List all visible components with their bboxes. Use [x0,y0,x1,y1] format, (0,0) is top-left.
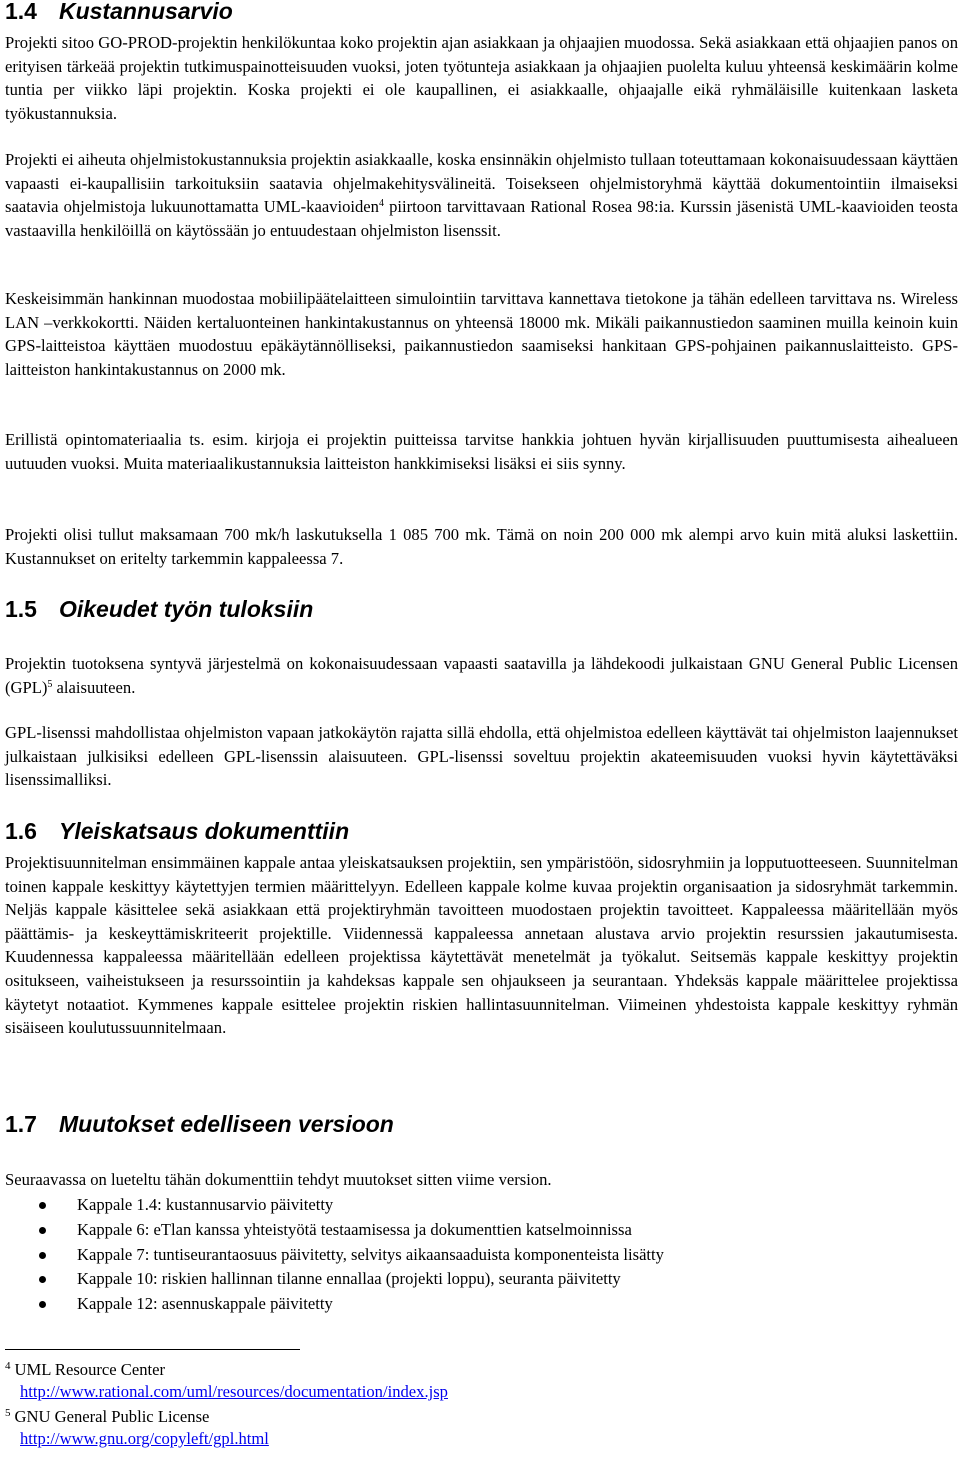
section-heading-1-6 [5,818,958,844]
list-item [5,1267,958,1292]
paragraph: Keskeisimmän hankinnan muodostaa mobiilipäätelaitteen simulointiin tarvittava kannettava tietokone ja tähän edelleen tarvittava ns. Wireless LAN –verkkokortti. Näiden kertaluonteinen hankintakustannus on yhteensä 18000 mk. Mikäli paikannustiedon saaminen muilla keinoin kuin GPS-laitteistoa käyttäen muodostuu epäkäytännölliseksi, paikannustiedon saamiseksi hankitaan GPS-pohjainen paikannuslaitteisto. GPS-laitteiston hankintakustannus on 2000 mk. [5,289,958,379]
footnote-mark: 4 [5,1360,11,1372]
footnote-link[interactable]: http://www.rational.com/uml/resources/documentation/index.jsp [20,1382,448,1401]
section-number: 1.6 [5,818,37,844]
bullet-icon [39,1227,46,1234]
bullet-icon [39,1276,46,1283]
footnote-4 [5,1359,448,1403]
footnote-separator [5,1349,300,1350]
paragraph: Projekti sitoo GO-PROD-projektin henkilökuntaa koko projektin ajan asiakkaan ja ohjaajien muodossa. Sekä asiakkaan että ohjaajien panos on erityisen tärkeää projektin tutkimuspainotteisuuden vuoksi, joten työtunteja asiakkaan ja ohjaajien puolelta kuluu yhteensä keskimäärin kolme tuntia per viikko läpi projektin. Koska projekti ei ole kaupallinen, ei asiakkaalle, ohjaajalle eikä ryhmäläisille kuitenkaan lasketa työkustannuksia. [5,33,958,123]
paragraph: Projekti olisi tullut maksamaan 700 mk/h laskutuksella 1 085 700 mk. Tämä on noin 200 000 mk alempi arvo kuin mitä aluksi laskettiin. Kustannukset on eritelty tarkemmin kappaleessa 7. [5,525,958,568]
paragraph-text: piirtoon tarvittavaan Rational Rosea 98:ia. Kurssin jäsenistä UML-kaavioiden teosta vastaavilla henkilöillä on käytössään jo entuudestaan ohjelmiston lisenssit. [5,197,958,240]
bullet-icon [39,1202,46,1209]
paragraph: Projektisuunnitelman ensimmäinen kappale antaa yleiskatsauksen projektiin, sen ympäristöön, sidosryhmiin ja lopputuotteeseen. Suunnitelman toinen kappale keskittyy käytettyjen termien määrittelyyn. Edelleen kappale kolme kuvaa projektin organisaation ja sidosryhmät tarkemmin. Neljäs kappale käsittelee sekä asiakkaan että projektiryhmän tavoitteen muodostaen projektin tavoitteet. Kappaleessa määritellään myös päättämis- ja keskeyttämiskriteerit projektille. Viidennessä kappaleessa annetaan alustava arvio projektin resurssien jakautumisesta. Kuudennessa kappaleessa määritellään edelleen projektissa käytettävät menetelmät ja työkalut. Seitsemäs kappale keskittyy projektin ositukseen, vaiheistukseen ja resurssointiin ja kahdeksas kappale sen ohjaukseen ja seurantaan. Yhdeksäs kappale määrittelee projektissa käytetyt notaatiot. Kymmenes kappale esittelee projektin riskien hallintasuunnitelman. Viimeinen yhdestoista kappale keskittyy ryhmän sisäiseen koulutussuunnitelmaan. [5,853,958,1038]
list-item-text: Kappale 6: eTlan kanssa yhteistyötä testaamisessa ja dokumenttien katselmoinnissa [77,1219,632,1239]
paragraph: GPL-lisenssi mahdollistaa ohjelmiston vapaan jatkokäytön rajatta sillä ehdolla, että ohjelmistoa edelleen käyttävät tai ohjelmiston laajennukset julkaistaan julkisiksi edelleen GPL-lisenssin alaisuuteen. GPL-lisenssi soveltuu projektin akateemisuuden vuoksi hyvin käytettäväksi lisenssimalliksi. [5,723,958,790]
list-item-text: Kappale 7: tuntiseurantaosuus päivitetty, selvitys aikaansaaduista komponenteista lisätty [77,1244,664,1264]
footnote-5 [5,1406,269,1450]
list-item-text: Kappale 10: riskien hallinnan tilanne ennallaa (projekti loppu), seuranta päivitetty [77,1269,621,1289]
section-title: Muutokset edelliseen versioon [58,1111,394,1137]
footnote-mark: 5 [5,1407,11,1419]
paragraph-text: alaisuuteen. [52,677,136,697]
footnote-link[interactable]: http://www.gnu.org/copyleft/gpl.html [20,1429,269,1448]
section-heading-1-4 [5,0,958,24]
section-title: Oikeudet työn tuloksiin [58,596,314,622]
paragraph: Seuraavassa on lueteltu tähän dokumenttiin tehdyt muutokset sitten viime version. [5,1170,552,1189]
list-item-text: Kappale 12: asennuskappale päivitetty [77,1294,333,1314]
section-heading-1-5 [5,596,958,622]
list-item-text: Kappale 1.4: kustannusarvio päivitetty [77,1195,334,1214]
paragraph-text: Projekti ei aiheuta ohjelmistokustannuksia projektin asiakkaalle, koska ensinnäkin ohjelmisto tullaan toteuttamaan kokonaisuudessaan käyttäen vapaasti ei-kaupallisiin tarkoituksiin saatavia ohjelmakehitysvälineitä. Toisekseen ohjelmistoryhmä käyttää dokumentointiin ilmaiseksi saatavia ohjelmistoja lukuunottamatta UML-kaavioiden [5,150,958,217]
paragraph: Erillistä opintomateriaalia ts. esim. kirjoja ei projektin puitteissa tarvitse hankkia johtuen hyvän kirjallisuuden puuttumisesta aihealueen uutuuden vuoksi. Muita materiaalikustannuksia laitteiston hankkimiseksi lisäksi ei siis synny. [5,430,958,473]
list-item [5,1193,958,1218]
list-item [5,1218,958,1243]
list-item [5,1292,958,1317]
paragraph [5,652,958,699]
section-number: 1.5 [5,596,37,622]
section-title: Kustannusarvio [58,0,233,24]
section-number: 1.7 [5,1111,37,1137]
bullet-icon [39,1301,46,1308]
paragraph [5,148,958,242]
footnote-title: UML Resource Center [14,1360,166,1379]
list-item [5,1243,958,1268]
footnote-ref-5[interactable]: 5 [47,678,53,690]
footnote-title: GNU General Public License [14,1407,210,1426]
bullet-icon [39,1252,46,1259]
paragraph-text: Projektin tuotoksena syntyvä järjestelmä on kokonaisuudessaan vapaasti saatavilla ja lähdekoodi julkaistaan GNU General Public Licensen (GPL) [5,654,958,697]
changes-list [5,1193,958,1317]
section-number: 1.4 [5,0,37,24]
section-heading-1-7 [5,1111,958,1137]
section-title: Yleiskatsaus dokumenttiin [58,818,350,844]
footnote-ref-4[interactable]: 4 [378,198,384,210]
